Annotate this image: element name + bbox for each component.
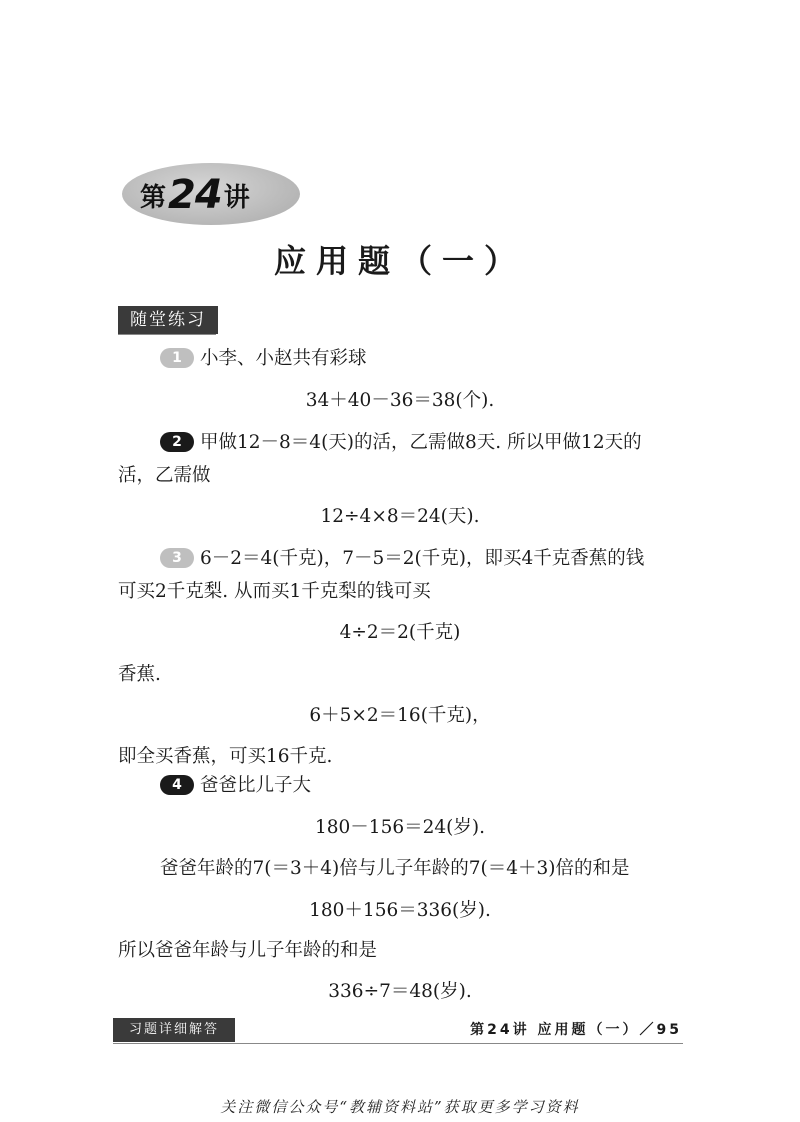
problem-1-number-badge: 1 (160, 348, 194, 368)
problem-3-text-line-3: 香蕉. (118, 664, 161, 685)
problem-4-text-line (160, 772, 311, 800)
problem-3-equation-1: 4÷2＝2(千克) (339, 622, 461, 643)
footer-running-title: 第24讲 应用题（一）／95 (470, 1022, 682, 1038)
section-tag: 随堂练习 (118, 306, 218, 334)
problem-3-text-line-1 (160, 545, 644, 573)
problem-2-text-line-1 (160, 429, 642, 457)
problem-2-number-badge: 2 (160, 432, 194, 452)
problem-1-text-line (160, 345, 367, 373)
problem-3-text-line-2: 可买2千克梨. 从而买1千克梨的钱可买 (118, 581, 431, 602)
problem-3-text-line-4: 即全买香蕉，可买16千克. (118, 746, 333, 767)
lecture-suffix: 讲 (223, 182, 250, 213)
problem-4-equation-2: 180＋156＝336(岁). (309, 900, 491, 921)
problem-4-text-line-3: 所以爸爸年龄与儿子年龄的和是 (118, 940, 378, 961)
problem-4-text-line-2: 爸爸年龄的7(＝3＋4)倍与儿子年龄的7(＝4＋3)倍的和是 (160, 858, 630, 879)
problem-1-text: 小李、小赵共有彩球 (200, 348, 367, 369)
problem-4-number-badge: 4 (160, 775, 194, 795)
lecture-number-label (140, 170, 250, 220)
lecture-number: 24 (168, 172, 222, 218)
footer-rule (113, 1043, 683, 1044)
problem-2-equation: 12÷4×8＝24(天). (320, 506, 480, 527)
problem-4-equation-3: 336÷7＝48(岁). (328, 981, 472, 1002)
problem-2-text-1: 甲做12－8＝4(天)的活，乙需做8天. 所以甲做12天的 (200, 432, 642, 453)
problem-3-text-1: 6－2＝4(千克)，7－5＝2(千克)，即买4千克香蕉的钱 (200, 548, 645, 569)
problem-3-number-badge: 3 (160, 548, 194, 568)
watermark-text: 关注微信公众号“教辅资料站”获取更多学习资料 (220, 1098, 580, 1116)
chapter-title: 应用题（一） (273, 242, 526, 280)
footer-section-tag: 习题详细解答 (113, 1018, 235, 1042)
problem-2-text-line-2: 活，乙需做 (118, 465, 211, 486)
problem-4-equation-1: 180－156＝24(岁). (315, 817, 485, 838)
problem-1-equation: 34＋40－36＝38(个). (305, 390, 495, 411)
lecture-prefix: 第 (140, 182, 167, 213)
problem-4-text: 爸爸比儿子大 (200, 775, 312, 796)
problem-3-equation-2: 6＋5×2＝16(千克)， (309, 705, 491, 726)
section-tag-underline (118, 334, 216, 335)
